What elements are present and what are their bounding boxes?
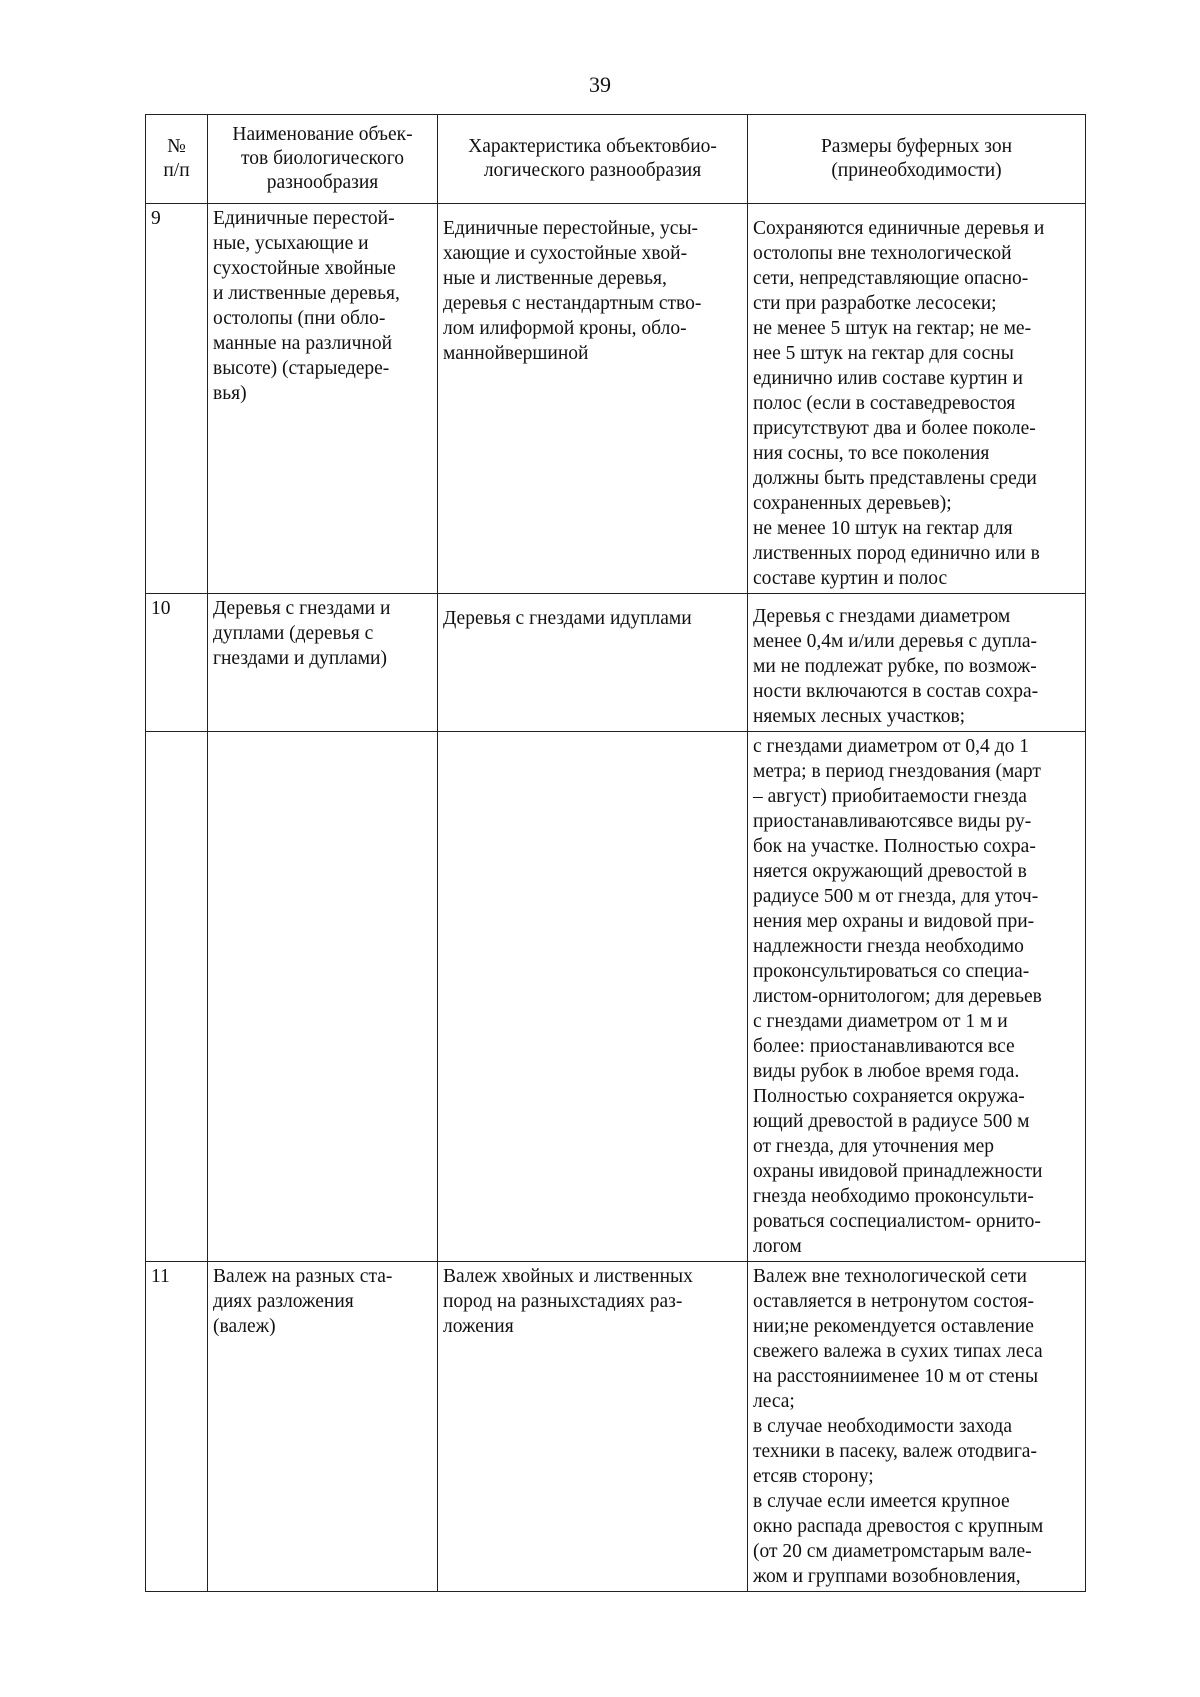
header-characteristic: Характеристика объектовбио- логического разнообразия xyxy=(438,115,748,204)
row-characteristic: Деревья с гнездами идуплами xyxy=(438,594,748,732)
row-buffer: Валеж вне технологической сети оставляется в нетронутом состоя- нии;не рекомендуется оставление свежего валежа в сухих типах леса на расстояниименее 10 м от стены леса; в случае необходимости захода техники в пасеку, валеж отодвига- етсяв сторону; в случае если имеется крупное окно распада древостоя с крупным (от 20 см диаметромстарым вале- жом и группами возобновления, xyxy=(748,1262,1086,1592)
row-buffer: Деревья с гнездами диаметром менее 0,4м и/или деревья с дупла- ми не подлежат рубке, по возмож- ности включаются в состав сохра- няемых лесных участков; xyxy=(748,594,1086,732)
table-header-row xyxy=(146,115,1086,204)
row-characteristic: Единичные перестойные, усы- хающие и сухостойные хвой- ные и лиственные деревья, деревья с нестандартным ство- лом илиформой кроны, обло- маннойвершиной xyxy=(438,204,748,594)
page-number: 39 xyxy=(589,72,611,97)
row-buffer: с гнездами диаметром от 0,4 до 1 метра; в период гнездования (март – август) приобитаемости гнезда приостанавливаютсявсе виды ру- бок на участке. Полностью сохра- няется окружающий древостой в радиусе 500 м от гнезда, для уточ- нения мер охраны и видовой при- надлежности гнезда необходимо проконсультироваться со специа- листом-орнитологом; для деревьев с гнездами диаметром от 1 м и более: приостанавливаются все виды рубок в любое время года. Полностью сохраняется окружа- ющий древостой в радиусе 500 м от гнезда, для уточнения мер охраны ивидовой принадлежности гнезда необходимо проконсульти- роваться соспециалистом- орнито- логом xyxy=(748,732,1086,1262)
row-buffer: Сохраняются единичные деревья и остолопы вне технологической сети, непредставляющие опасно- сти при разработке лесосеки; не менее 5 штук на гектар; не ме- нее 5 штук на гектар для сосны единично илив составе куртин и полос (если в составедревостоя присутствуют два и более поколе- ния сосны, то все поколения должны быть представлены среди сохраненных деревьев); не менее 10 штук на гектар для лиственных пород единично или в составе куртин и полос xyxy=(748,204,1086,594)
header-buffer: Размеры буферных зон (принеобходимости) xyxy=(748,115,1086,204)
row-name: Валеж на разных ста- диях разложения (валеж) xyxy=(208,1262,438,1592)
row-num: 10 xyxy=(146,594,208,732)
row-num: 11 xyxy=(146,1262,208,1592)
table-row xyxy=(146,204,1086,594)
row-num: 9 xyxy=(146,204,208,594)
table-row xyxy=(146,732,1086,1262)
table-row xyxy=(146,1262,1086,1592)
header-num: № п/п xyxy=(146,115,208,204)
row-name xyxy=(208,732,438,1262)
table-row xyxy=(146,594,1086,732)
row-name: Деревья с гнездами и дуплами (деревья с гнездами и дуплами) xyxy=(208,594,438,732)
row-characteristic: Валеж хвойных и лиственных пород на разныхстадиях раз- ложения xyxy=(438,1262,748,1592)
header-name: Наименование объек- тов биологического разнообразия xyxy=(208,115,438,204)
row-characteristic xyxy=(438,732,748,1262)
row-name: Единичные перестой- ные, усыхающие и сухостойные хвойные и лиственные деревья, остолопы (пни обло- манные на различной высоте) (старыедере- вья) xyxy=(208,204,438,594)
biodiversity-objects-table xyxy=(145,114,1086,1592)
row-num xyxy=(146,732,208,1262)
